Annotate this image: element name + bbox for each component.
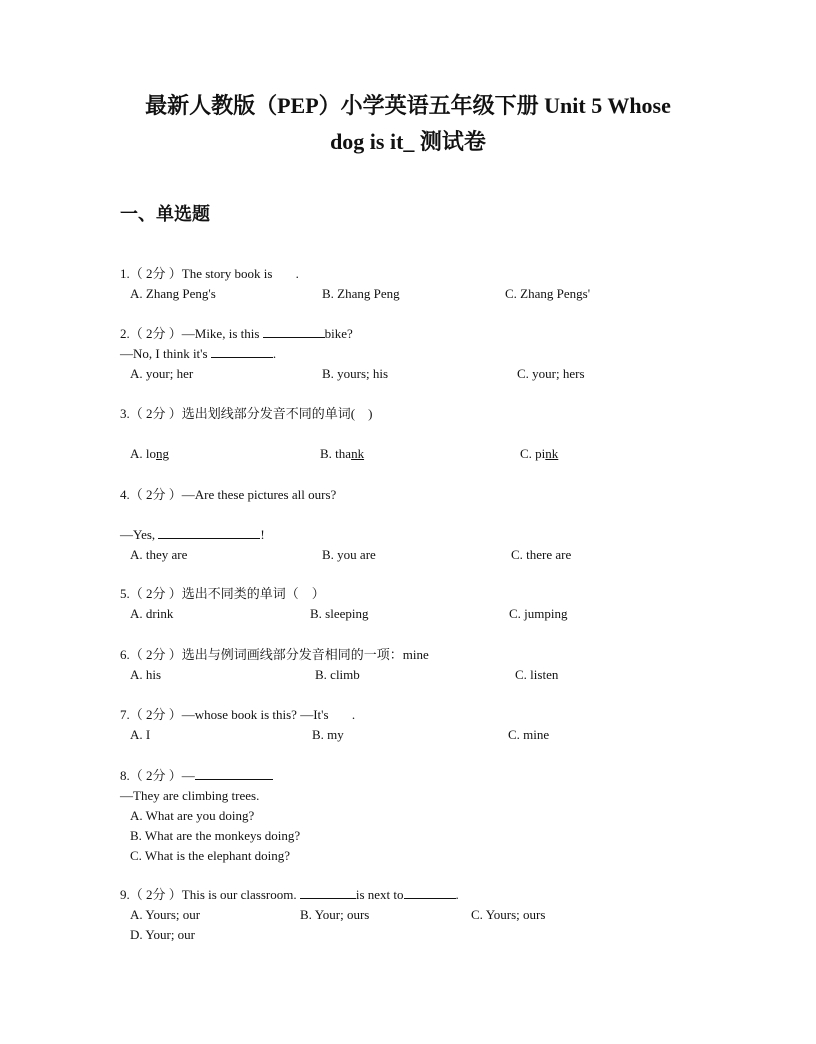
option-c[interactable]: C. your; hers	[517, 366, 585, 381]
option-c[interactable]: C. Yours; ours	[471, 907, 546, 922]
question-stem: 8.（ 2分 ）—	[120, 766, 300, 786]
question-stem: 9.（ 2分 ）This is our classroom. is next to .	[120, 887, 459, 902]
option-a[interactable]: A. long	[130, 446, 169, 461]
title-line-1: 最新人教版（PEP）小学英语五年级下册 Unit 5 Whose	[145, 93, 671, 118]
question-1	[120, 264, 720, 304]
option-b[interactable]: B. Your; ours	[300, 907, 370, 922]
options-row	[120, 725, 720, 745]
option-b[interactable]: B. yours; his	[322, 366, 389, 381]
option-b[interactable]: B. What are the monkeys doing?	[130, 828, 301, 843]
question-stem: 7.（ 2分 ）—whose book is this? —It's .	[120, 707, 356, 722]
option-b[interactable]: B. climb	[315, 667, 360, 682]
question-2	[120, 324, 720, 384]
answer-blank	[404, 885, 456, 899]
question-4	[120, 485, 720, 565]
option-a[interactable]: A. his	[130, 667, 162, 682]
option-c[interactable]: C. pink	[520, 446, 559, 461]
answer-blank	[300, 885, 356, 899]
option-c[interactable]: C. What is the elephant doing?	[130, 848, 291, 863]
options-row	[120, 284, 720, 304]
option-b[interactable]: B. sleeping	[310, 606, 369, 621]
options-row	[120, 444, 720, 464]
question-stem: 5.（ 2分 ）选出不同类的单词（ ）	[120, 586, 325, 601]
title-line-2: dog is it_ 测试卷	[330, 129, 486, 154]
option-a[interactable]: A. your; her	[130, 366, 194, 381]
option-c[interactable]: C. there are	[511, 547, 572, 562]
option-b[interactable]: B. thank	[320, 446, 365, 461]
question-5	[120, 584, 720, 624]
question-8	[120, 766, 300, 866]
option-a[interactable]: A. What are you doing?	[130, 808, 255, 823]
option-a[interactable]: A. Yours; our	[130, 907, 201, 922]
option-c[interactable]: C. Zhang Pengs'	[505, 286, 591, 301]
option-c[interactable]: C. jumping	[509, 606, 568, 621]
options-row	[120, 905, 720, 925]
question-7	[120, 705, 720, 745]
options-row	[120, 665, 720, 685]
option-a[interactable]: A. drink	[130, 606, 174, 621]
question-stem: 3.（ 2分 ）选出划线部分发音不同的单词( )	[120, 406, 373, 421]
options-row	[120, 545, 720, 565]
question-6	[120, 645, 720, 685]
answer-blank	[158, 525, 260, 539]
answer-blank	[195, 766, 273, 780]
options-row	[120, 364, 720, 384]
option-b[interactable]: B. you are	[322, 547, 376, 562]
answer-blank	[211, 344, 273, 358]
question-stem-line-2: —Yes, !	[120, 527, 265, 542]
options-row	[120, 604, 720, 624]
option-d[interactable]: D. Your; our	[130, 927, 196, 942]
option-a[interactable]: A. I	[130, 727, 151, 742]
question-stem-line-2: —No, I think it's .	[120, 346, 277, 361]
answer-blank	[263, 324, 325, 338]
question-stem: 1.（ 2分 ）The story book is .	[120, 266, 299, 281]
question-stem-line-2: —They are climbing trees.	[120, 788, 260, 803]
option-b[interactable]: B. my	[312, 727, 344, 742]
option-c[interactable]: C. mine	[508, 727, 550, 742]
question-stem: 2.（ 2分 ）—Mike, is this bike?	[120, 326, 353, 341]
question-9	[120, 885, 720, 945]
option-b[interactable]: B. Zhang Peng	[322, 286, 400, 301]
option-a[interactable]: A. they are	[130, 547, 188, 562]
question-stem: 4.（ 2分 ）—Are these pictures all ours?	[120, 487, 337, 502]
question-stem: 6.（ 2分 ）选出与例词画线部分发音相同的一项：mine	[120, 647, 429, 662]
option-c[interactable]: C. listen	[515, 667, 559, 682]
option-a[interactable]: A. Zhang Peng's	[130, 286, 216, 301]
document-title	[100, 88, 716, 160]
question-3	[120, 404, 720, 464]
section-heading: 一、单选题	[120, 204, 210, 224]
